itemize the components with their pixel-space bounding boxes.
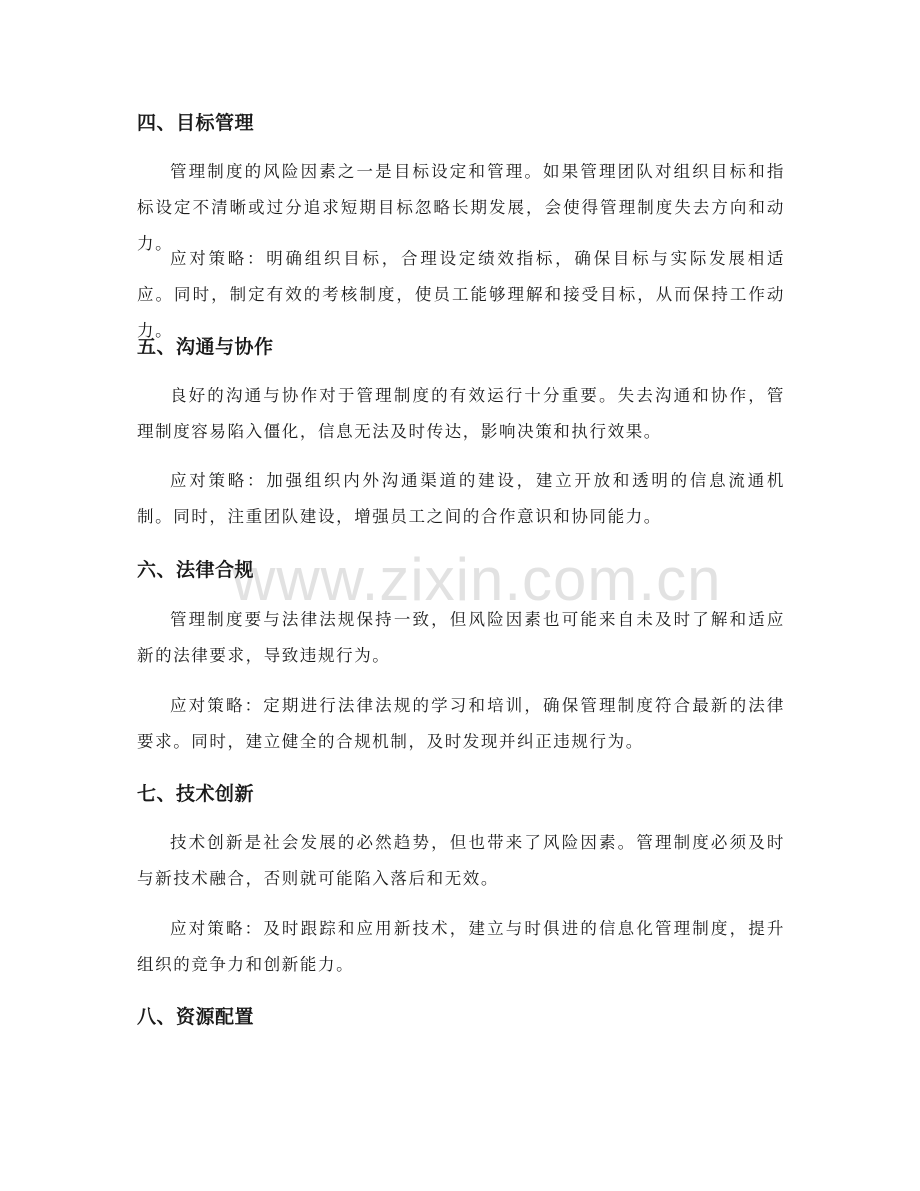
section-heading-resource-allocation: 八、资源配置 — [137, 1006, 255, 1028]
section-heading-legal-compliance: 六、法律合规 — [137, 559, 255, 581]
section-paragraph: 应对策略：加强组织内外沟通渠道的建设，建立开放和透明的信息流通机制。同时，注重团队建设，增强员工之间的合作意识和协同能力。 — [137, 471, 785, 526]
section-paragraph: 良好的沟通与协作对于管理制度的有效运行十分重要。失去沟通和协作，管理制度容易陷入僵化，信息无法及时传达，影响决策和执行效果。 — [137, 386, 785, 441]
section-heading-tech-innovation: 七、技术创新 — [137, 783, 255, 805]
section-heading-goal-management: 四、目标管理 — [137, 112, 255, 134]
section-paragraph: 应对策略：及时跟踪和应用新技术，建立与时俱进的信息化管理制度，提升组织的竞争力和创新能力。 — [137, 919, 785, 974]
section-heading-communication: 五、沟通与协作 — [137, 336, 274, 358]
section-paragraph: 管理制度要与法律法规保持一致，但风险因素也可能来自未及时了解和适应新的法律要求，导致违规行为。 — [137, 610, 785, 665]
section-paragraph: 技术创新是社会发展的必然趋势，但也带来了风险因素。管理制度必须及时与新技术融合，否则就可能陷入落后和无效。 — [137, 833, 785, 888]
section-paragraph: 应对策略：明确组织目标，合理设定绩效指标，确保目标与实际发展相适应。同时，制定有效的考核制度，使员工能够理解和接受目标，从而保持工作动力。 — [137, 249, 785, 340]
section-paragraph: 应对策略：定期进行法律法规的学习和培训，确保管理制度符合最新的法律要求。同时，建立健全的合规机制，及时发现并纠正违规行为。 — [137, 696, 785, 751]
section-paragraph: 管理制度的风险因素之一是目标设定和管理。如果管理团队对组织目标和指标设定不清晰或过分追求短期目标忽略长期发展，会使得管理制度失去方向和动力。 — [137, 162, 785, 253]
watermark-text: www.zixin.com.cn — [232, 546, 722, 613]
